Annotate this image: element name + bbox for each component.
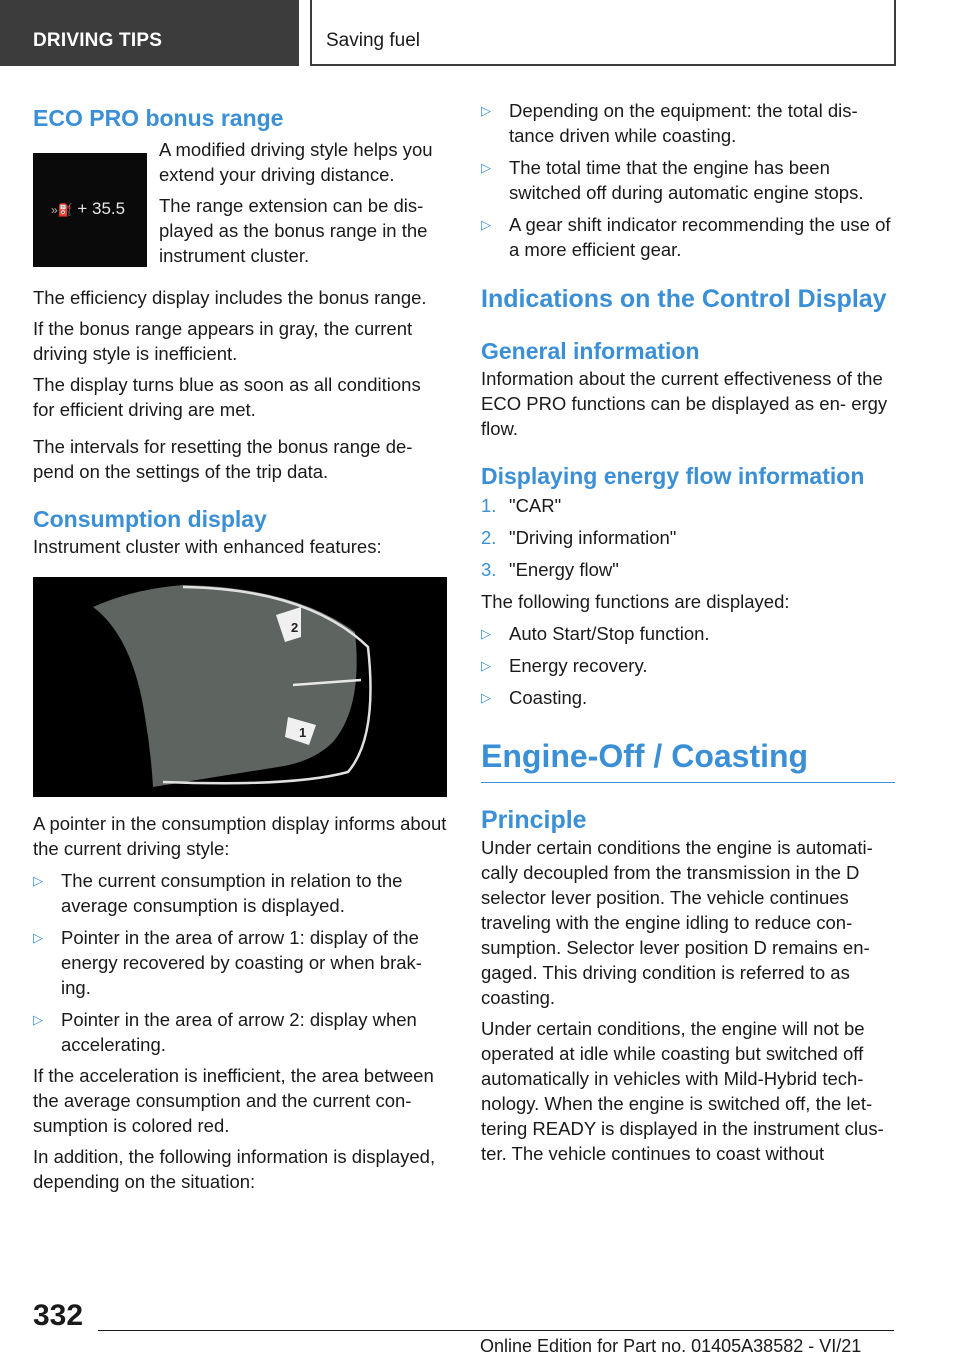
paragraph: In addition, the following information is displayed, depending on the situation: xyxy=(33,1146,436,1192)
triangle-bullet-icon: ▷ xyxy=(481,658,491,673)
consumption-gauge-image xyxy=(33,577,447,797)
list-item: ▷ The total time that the engine has been switched off during automatic engine stops. xyxy=(481,157,864,203)
functions-list xyxy=(481,621,895,710)
header-divider xyxy=(310,0,312,66)
list-item: ▷ Energy recovery. xyxy=(481,655,648,676)
step-item: 1. "CAR" xyxy=(481,495,562,516)
arrow-1-label: 1 xyxy=(299,725,307,740)
paragraph: Information about the current effectiveness of the ECO PRO functions can be displayed as en- ergy flow. xyxy=(481,368,888,439)
triangle-bullet-icon: ▷ xyxy=(33,930,43,945)
paragraph: The following functions are displayed: xyxy=(481,591,790,612)
triangle-bullet-icon: ▷ xyxy=(481,690,491,705)
info-list xyxy=(481,98,895,262)
arrow-2-label: 2 xyxy=(291,620,299,635)
triangle-bullet-icon: ▷ xyxy=(33,1012,43,1027)
triangle-bullet-icon: ▷ xyxy=(481,217,491,232)
control-display-heading: Indications on the Control Display xyxy=(481,285,887,313)
list-item: ▷ The current consumption in relation to the average consumption is displayed. xyxy=(33,870,403,916)
paragraph: The efficiency display includes the bonus range. xyxy=(33,287,427,308)
list-item: ▷ Pointer in the area of arrow 2: display when accelerating. xyxy=(33,1009,417,1055)
paragraph: Under certain conditions the engine is automati- cally decoupled from the transmission in the D selector lever position. The vehicle continues traveling with the engine idling to reduce con- sumption. Selector lever position D remains en- gaged. This driving condition is referred to as coasting. xyxy=(481,837,873,1008)
bonus-range-block xyxy=(33,137,447,279)
heading-rule xyxy=(481,782,895,783)
eco-pro-heading: ECO PRO bonus range xyxy=(33,105,284,131)
principle-heading: Principle xyxy=(481,806,587,834)
step-item: 3. "Energy flow" xyxy=(481,559,619,580)
paragraph: If the acceleration is inefficient, the area between the average consumption and the current con- sumption is colored red. xyxy=(33,1065,434,1136)
footer-rule xyxy=(98,1330,894,1331)
list-item: ▷ Pointer in the area of arrow 1: display of the energy recovered by coasting or when brak- ing. xyxy=(33,927,422,998)
paragraph: The range extension can be dis- played as the bonus range in the instrument cluster. xyxy=(159,195,428,266)
gauge-area xyxy=(93,585,357,787)
paragraph: Instrument cluster with enhanced features: xyxy=(33,536,382,557)
steps-list xyxy=(481,493,895,582)
consumption-display-heading: Consumption display xyxy=(33,506,267,532)
page-number: 332 xyxy=(33,1299,84,1332)
triangle-bullet-icon: ▷ xyxy=(481,160,491,175)
engine-off-heading: Engine-Off / Coasting xyxy=(481,738,809,774)
paragraph: A modified driving style helps you extend your driving distance. xyxy=(159,139,433,185)
list-item: ▷ Auto Start/Stop function. xyxy=(481,623,710,644)
section-tab xyxy=(0,0,299,66)
subsection-title: Saving fuel xyxy=(326,30,421,51)
paragraph: If the bonus range appears in gray, the current driving style is inefficient. xyxy=(33,318,413,364)
subsection-tab xyxy=(310,0,896,66)
section-title: DRIVING TIPS xyxy=(33,30,163,51)
paragraph: The intervals for resetting the bonus range de- pend on the settings of the trip data. xyxy=(33,436,413,482)
triangle-bullet-icon: ▷ xyxy=(481,626,491,641)
edition-note: Online Edition for Part no. 01405A38582 - VI/21 xyxy=(480,1336,862,1356)
list-item: ▷ Coasting. xyxy=(481,687,588,708)
triangle-bullet-icon: ▷ xyxy=(481,103,491,118)
paragraph: The display turns blue as soon as all conditions for efficient driving are met. xyxy=(33,374,421,420)
consumption-list xyxy=(33,868,447,1057)
list-item: ▷ Depending on the equipment: the total dis- tance driven while coasting. xyxy=(481,100,858,146)
fuel-pump-icon: »⛽ xyxy=(51,203,73,217)
consumption-gauge-svg xyxy=(33,577,447,797)
bonus-range-image xyxy=(33,153,147,267)
paragraph: Under certain conditions, the engine will not be operated at idle while coasting but switched off automatically in vehicles with Mild-Hybrid tech- nology. When the engine is switched off, the let- tering READY is displayed in the instrument clus- ter. The vehicle continues to coast without xyxy=(481,1018,884,1164)
bonus-range-value: »⛽ + 35.5 xyxy=(51,199,126,218)
energy-flow-heading: Displaying energy flow information xyxy=(481,463,865,489)
step-item: 2. "Driving information" xyxy=(481,527,677,548)
general-info-heading: General information xyxy=(481,338,700,364)
left-column xyxy=(33,100,447,1194)
paragraph: A pointer in the consumption display informs about the current driving style: xyxy=(33,813,447,859)
list-item: ▷ A gear shift indicator recommending the use of a more efficient gear. xyxy=(481,214,891,260)
bonus-range-text xyxy=(159,137,447,268)
triangle-bullet-icon: ▷ xyxy=(33,873,43,888)
right-column xyxy=(481,100,895,1166)
